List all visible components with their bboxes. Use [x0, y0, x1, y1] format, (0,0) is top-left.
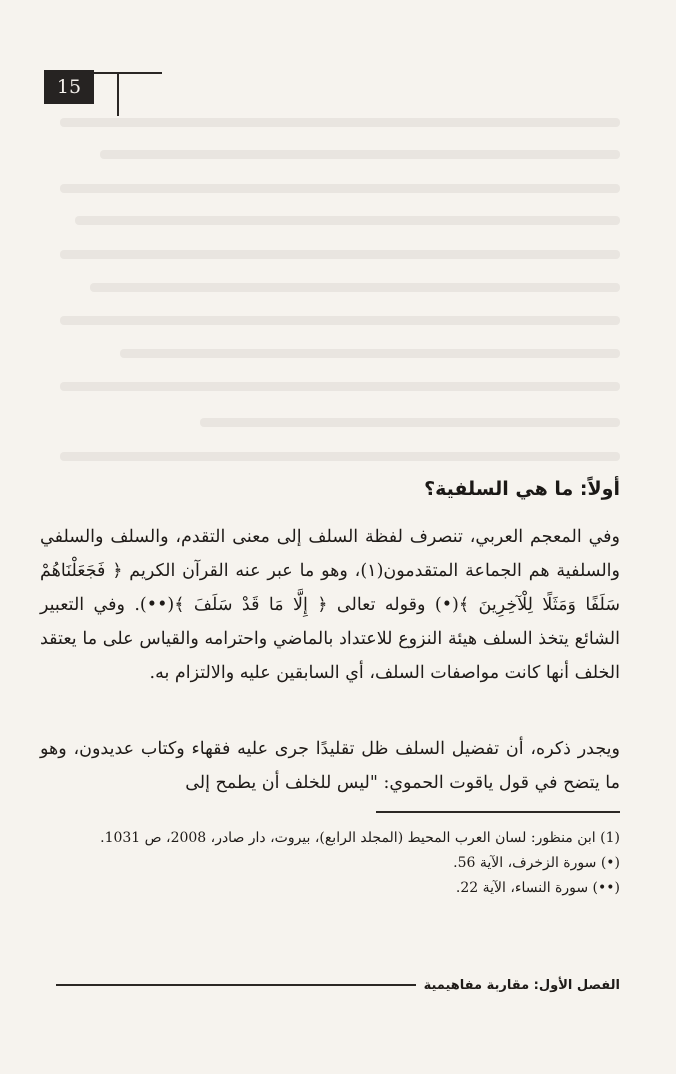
- page-number-rule-horizontal: [94, 72, 162, 74]
- footnote-3: (••) سورة النساء، الآية 22.: [455, 880, 620, 896]
- body-paragraph-1: [40, 520, 620, 690]
- page-number-rule-vertical: [117, 74, 119, 116]
- footer-rule: [56, 984, 416, 986]
- page-number: 15: [56, 76, 82, 98]
- page-number-box: [44, 70, 94, 104]
- chapter-title: الفصل الأول: مقاربة مفاهيمية: [423, 977, 620, 993]
- paragraph-text: ويجدر ذكره، أن تفضيل السلف ظل تقليدًا جرى عليه فقهاء وكتاب عديدون، وهو ما يتضح في قول ياقوت الحموي: "ليس للخلف أن يطمح إلى: [40, 739, 620, 793]
- footnote-1: (1) ابن منظور: لسان العرب المحيط (المجلد الرابع)، بيروت، دار صادر، 2008، ص 1031.: [100, 830, 620, 846]
- page-footer: [56, 973, 620, 997]
- paragraph-text: وفي المعجم العربي، تنصرف لفظة السلف إلى معنى التقدم، والسلف والسلفي والسلفية هم الجماعة المتقدمون(١)، وهو ما عبر عنه القرآن الكريم ﴿ فَجَعَلْنَاهُمْ سَلَفًا وَمَثَلًا لِلْآخِرِينَ ﴾(•) وقوله تعالى ﴿ إِلَّا مَا قَدْ سَلَفَ ﴾(••). وفي التعبير الشائع يتخذ السلف هيئة النزوع للاعتداد بالماضي واحترامه والقياس على ما يعتقد الخلف أنها كانت مواصفات السلف، أي السابقين عليه والالتزام به.: [40, 527, 620, 683]
- section-heading: أولاً: ما هي السلفية؟: [424, 478, 620, 500]
- footnotes: [40, 826, 620, 901]
- footnote-2: (•) سورة الزخرف، الآية 56.: [453, 855, 620, 871]
- footnote-separator: [376, 811, 620, 813]
- body-paragraph-2: [40, 732, 620, 800]
